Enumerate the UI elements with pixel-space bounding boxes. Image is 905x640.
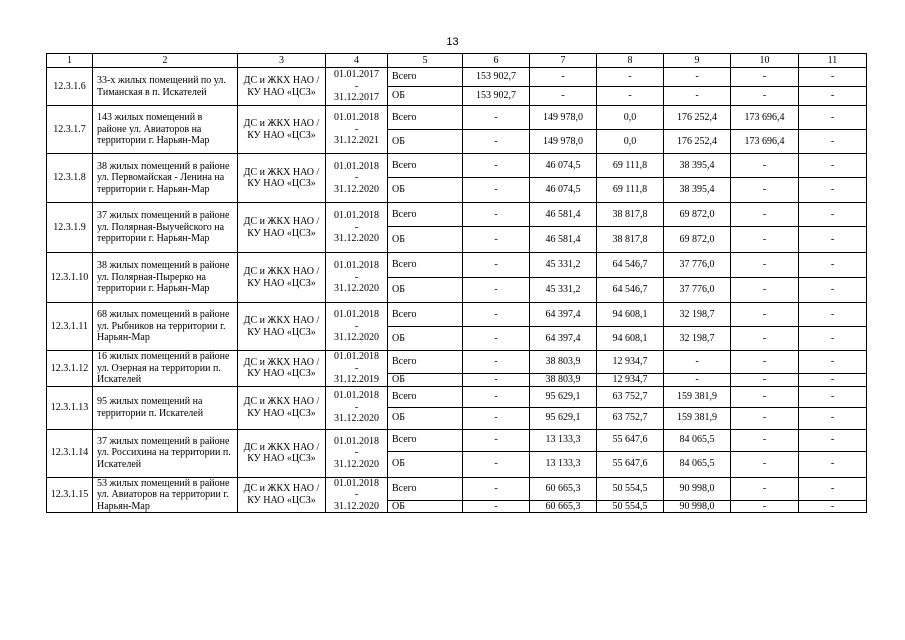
amount-col-8: 63 752,7 xyxy=(597,407,664,429)
column-header-6: 6 xyxy=(463,54,530,68)
amount-col-7: 149 978,0 xyxy=(530,130,597,154)
column-header-8: 8 xyxy=(597,54,664,68)
amount-col-6: - xyxy=(463,500,530,513)
amount-col-9: 32 198,7 xyxy=(664,327,731,351)
funding-source: ОБ xyxy=(388,327,463,351)
table-row xyxy=(47,386,867,407)
executor: ДС и ЖКХ НАО / КУ НАО «ЦСЗ» xyxy=(238,429,326,477)
amount-col-6: - xyxy=(463,130,530,154)
row-number: 12.3.1.12 xyxy=(47,351,93,387)
amount-col-11: - xyxy=(799,227,867,253)
column-header-3: 3 xyxy=(238,54,326,68)
amount-col-8: 0,0 xyxy=(597,106,664,130)
funding-source: Всего xyxy=(388,429,463,451)
table-row xyxy=(47,154,867,178)
object-name: 37 жилых помещений в районе ул. Полярная-Выучейского на территории г. Нарьян-Мар xyxy=(93,203,238,253)
table-row xyxy=(47,203,867,227)
column-header-2: 2 xyxy=(93,54,238,68)
amount-col-6: - xyxy=(463,278,530,303)
amount-col-11: - xyxy=(799,154,867,178)
funding-source: Всего xyxy=(388,203,463,227)
amount-col-6: - xyxy=(463,203,530,227)
row-number: 12.3.1.6 xyxy=(47,68,93,106)
amount-col-8: 94 608,1 xyxy=(597,303,664,327)
amount-col-6: - xyxy=(463,451,530,477)
funding-source: ОБ xyxy=(388,87,463,106)
executor: ДС и ЖКХ НАО / КУ НАО «ЦСЗ» xyxy=(238,351,326,387)
funding-source: ОБ xyxy=(388,178,463,203)
amount-col-9: - xyxy=(664,87,731,106)
date-end: 31.12.2020 xyxy=(334,233,379,245)
executor: ДС и ЖКХ НАО / КУ НАО «ЦСЗ» xyxy=(238,106,326,154)
date-range xyxy=(326,203,388,253)
date-sep: - xyxy=(354,221,359,233)
table-row xyxy=(47,253,867,278)
amount-col-11: - xyxy=(799,373,867,386)
date-start: 01.01.2018 xyxy=(334,477,379,489)
amount-col-8: 50 554,5 xyxy=(597,500,664,513)
date-sep: - xyxy=(354,320,359,332)
amount-col-11: - xyxy=(799,203,867,227)
date-range xyxy=(326,303,388,351)
amount-col-9: - xyxy=(664,68,731,87)
amount-col-6: 153 902,7 xyxy=(463,68,530,87)
amount-col-6: - xyxy=(463,303,530,327)
row-number: 12.3.1.14 xyxy=(47,429,93,477)
funding-source: ОБ xyxy=(388,227,463,253)
amount-col-8: 63 752,7 xyxy=(597,386,664,407)
amount-col-8: 55 647,6 xyxy=(597,451,664,477)
date-range xyxy=(326,386,388,429)
amount-col-6: - xyxy=(463,253,530,278)
date-start: 01.01.2018 xyxy=(334,112,379,124)
date-start: 01.01.2018 xyxy=(334,210,379,222)
date-sep: - xyxy=(354,172,359,184)
date-range xyxy=(326,477,388,513)
amount-col-7: 46 074,5 xyxy=(530,154,597,178)
amount-col-7: 64 397,4 xyxy=(530,327,597,351)
amount-col-11: - xyxy=(799,68,867,87)
amount-col-8: 64 546,7 xyxy=(597,253,664,278)
amount-col-7: - xyxy=(530,68,597,87)
amount-col-9: 176 252,4 xyxy=(664,130,731,154)
amount-col-8: 38 817,8 xyxy=(597,227,664,253)
amount-col-9: 90 998,0 xyxy=(664,500,731,513)
amount-col-6: - xyxy=(463,106,530,130)
amount-col-8: - xyxy=(597,68,664,87)
funding-source: Всего xyxy=(388,303,463,327)
executor: ДС и ЖКХ НАО / КУ НАО «ЦСЗ» xyxy=(238,477,326,513)
amount-col-9: 84 065,5 xyxy=(664,429,731,451)
column-header-11: 11 xyxy=(799,54,867,68)
date-sep: - xyxy=(354,271,359,283)
column-header-1: 1 xyxy=(47,54,93,68)
amount-col-10: - xyxy=(731,477,799,500)
amount-col-7: 13 133,3 xyxy=(530,451,597,477)
amount-col-6: 153 902,7 xyxy=(463,87,530,106)
amount-col-10: 173 696,4 xyxy=(731,130,799,154)
amount-col-7: 95 629,1 xyxy=(530,386,597,407)
date-sep: - xyxy=(354,362,359,374)
amount-col-8: 94 608,1 xyxy=(597,327,664,351)
amount-col-7: 45 331,2 xyxy=(530,253,597,278)
amount-col-10: - xyxy=(731,203,799,227)
funding-source: Всего xyxy=(388,386,463,407)
program-table xyxy=(46,53,867,513)
column-header-10: 10 xyxy=(731,54,799,68)
amount-col-10: - xyxy=(731,303,799,327)
amount-col-11: - xyxy=(799,278,867,303)
date-sep: - xyxy=(354,80,359,92)
amount-col-11: - xyxy=(799,451,867,477)
date-range xyxy=(326,106,388,154)
amount-col-11: - xyxy=(799,130,867,154)
row-number: 12.3.1.8 xyxy=(47,154,93,203)
amount-col-10: - xyxy=(731,351,799,374)
row-number: 12.3.1.7 xyxy=(47,106,93,154)
date-start: 01.01.2018 xyxy=(334,435,379,447)
funding-source: ОБ xyxy=(388,500,463,513)
object-name: 53 жилых помещений в районе ул. Авиаторов на территории г. Нарьян-Мар xyxy=(93,477,238,513)
amount-col-9: - xyxy=(664,373,731,386)
column-header-9: 9 xyxy=(664,54,731,68)
date-start: 01.01.2018 xyxy=(334,260,379,272)
amount-col-8: 55 647,6 xyxy=(597,429,664,451)
amount-col-9: 84 065,5 xyxy=(664,451,731,477)
amount-col-7: 38 803,9 xyxy=(530,351,597,374)
amount-col-9: 159 381,9 xyxy=(664,407,731,429)
amount-col-6: - xyxy=(463,429,530,451)
amount-col-6: - xyxy=(463,351,530,374)
date-end: 31.12.2019 xyxy=(334,374,379,385)
amount-col-11: - xyxy=(799,477,867,500)
amount-col-9: 38 395,4 xyxy=(664,178,731,203)
amount-col-9: 176 252,4 xyxy=(664,106,731,130)
amount-col-11: - xyxy=(799,429,867,451)
object-name: 16 жилых помещений в районе ул. Озерная на территории п. Искателей xyxy=(93,351,238,387)
amount-col-9: 32 198,7 xyxy=(664,303,731,327)
column-header-7: 7 xyxy=(530,54,597,68)
amount-col-10: - xyxy=(731,227,799,253)
amount-col-7: 46 581,4 xyxy=(530,203,597,227)
amount-col-6: - xyxy=(463,178,530,203)
header-row xyxy=(47,54,867,68)
amount-col-9: 69 872,0 xyxy=(664,203,731,227)
amount-col-6: - xyxy=(463,407,530,429)
amount-col-8: 64 546,7 xyxy=(597,278,664,303)
amount-col-9: 69 872,0 xyxy=(664,227,731,253)
amount-col-8: 12 934,7 xyxy=(597,351,664,374)
executor: ДС и ЖКХ НАО / КУ НАО «ЦСЗ» xyxy=(238,253,326,303)
amount-col-7: 149 978,0 xyxy=(530,106,597,130)
funding-source: ОБ xyxy=(388,278,463,303)
amount-col-11: - xyxy=(799,178,867,203)
executor: ДС и ЖКХ НАО / КУ НАО «ЦСЗ» xyxy=(238,386,326,429)
amount-col-7: 64 397,4 xyxy=(530,303,597,327)
amount-col-11: - xyxy=(799,303,867,327)
amount-col-10: - xyxy=(731,253,799,278)
funding-source: ОБ xyxy=(388,373,463,386)
amount-col-11: - xyxy=(799,327,867,351)
date-sep: - xyxy=(354,123,359,135)
amount-col-9: - xyxy=(664,351,731,374)
table-row xyxy=(47,106,867,130)
date-end: 31.12.2020 xyxy=(334,283,379,295)
amount-col-10: - xyxy=(731,154,799,178)
funding-source: Всего xyxy=(388,68,463,87)
amount-col-9: 38 395,4 xyxy=(664,154,731,178)
amount-col-9: 37 776,0 xyxy=(664,253,731,278)
row-number: 12.3.1.10 xyxy=(47,253,93,303)
table-row xyxy=(47,429,867,451)
amount-col-7: 95 629,1 xyxy=(530,407,597,429)
amount-col-7: 60 665,3 xyxy=(530,500,597,513)
executor: ДС и ЖКХ НАО / КУ НАО «ЦСЗ» xyxy=(238,154,326,203)
date-end: 31.12.2020 xyxy=(334,413,379,425)
amount-col-11: - xyxy=(799,87,867,106)
amount-col-8: 38 817,8 xyxy=(597,203,664,227)
page-number: 13 xyxy=(446,36,459,48)
date-sep: - xyxy=(354,447,359,459)
date-range xyxy=(326,154,388,203)
amount-col-11: - xyxy=(799,253,867,278)
date-start: 01.01.2018 xyxy=(334,160,379,172)
date-end: 31.12.2021 xyxy=(334,135,379,147)
amount-col-11: - xyxy=(799,106,867,130)
amount-col-10: - xyxy=(731,178,799,203)
amount-col-7: 45 331,2 xyxy=(530,278,597,303)
amount-col-6: - xyxy=(463,327,530,351)
date-start: 01.01.2018 xyxy=(334,309,379,321)
amount-col-9: 37 776,0 xyxy=(664,278,731,303)
executor: ДС и ЖКХ НАО / КУ НАО «ЦСЗ» xyxy=(238,68,326,106)
date-end: 31.12.2017 xyxy=(334,92,379,104)
amount-col-11: - xyxy=(799,500,867,513)
amount-col-10: - xyxy=(731,278,799,303)
table-row xyxy=(47,351,867,374)
date-start: 01.01.2018 xyxy=(334,390,379,402)
executor: ДС и ЖКХ НАО / КУ НАО «ЦСЗ» xyxy=(238,303,326,351)
amount-col-10: - xyxy=(731,429,799,451)
amount-col-7: 38 803,9 xyxy=(530,373,597,386)
object-name: 33-х жилых помещений по ул. Тиманская в п. Искателей xyxy=(93,68,238,106)
amount-col-11: - xyxy=(799,351,867,374)
amount-col-10: - xyxy=(731,68,799,87)
amount-col-11: - xyxy=(799,407,867,429)
amount-col-10: - xyxy=(731,386,799,407)
object-name: 38 жилых помещений в районе ул. Полярная-Пырерко на территории г. Нарьян-Мар xyxy=(93,253,238,303)
amount-col-6: - xyxy=(463,227,530,253)
amount-col-10: - xyxy=(731,407,799,429)
amount-col-10: - xyxy=(731,500,799,513)
date-end: 31.12.2020 xyxy=(334,332,379,344)
amount-col-7: 46 581,4 xyxy=(530,227,597,253)
date-sep: - xyxy=(354,489,359,500)
funding-source: Всего xyxy=(388,106,463,130)
amount-col-7: 46 074,5 xyxy=(530,178,597,203)
row-number: 12.3.1.15 xyxy=(47,477,93,513)
row-number: 12.3.1.9 xyxy=(47,203,93,253)
amount-col-10: - xyxy=(731,87,799,106)
funding-source: Всего xyxy=(388,253,463,278)
amount-col-6: - xyxy=(463,373,530,386)
funding-source: Всего xyxy=(388,477,463,500)
amount-col-6: - xyxy=(463,154,530,178)
amount-col-10: - xyxy=(731,373,799,386)
column-header-5: 5 xyxy=(388,54,463,68)
amount-col-8: 50 554,5 xyxy=(597,477,664,500)
table-row xyxy=(47,303,867,327)
date-range xyxy=(326,429,388,477)
funding-source: ОБ xyxy=(388,130,463,154)
row-number: 12.3.1.11 xyxy=(47,303,93,351)
amount-col-10: - xyxy=(731,327,799,351)
date-range xyxy=(326,253,388,303)
amount-col-8: - xyxy=(597,87,664,106)
funding-source: Всего xyxy=(388,351,463,374)
date-end: 31.12.2020 xyxy=(334,183,379,195)
object-name: 37 жилых помещений в районе ул. Россихина на территории п. Искателей xyxy=(93,429,238,477)
amount-col-6: - xyxy=(463,386,530,407)
amount-col-10: - xyxy=(731,451,799,477)
amount-col-11: - xyxy=(799,386,867,407)
date-end: 31.12.2020 xyxy=(334,458,379,470)
amount-col-6: - xyxy=(463,477,530,500)
amount-col-8: 69 111,8 xyxy=(597,154,664,178)
amount-col-7: 13 133,3 xyxy=(530,429,597,451)
amount-col-8: 0,0 xyxy=(597,130,664,154)
date-start: 01.01.2018 xyxy=(334,351,379,362)
amount-col-10: 173 696,4 xyxy=(731,106,799,130)
date-range xyxy=(326,68,388,106)
object-name: 95 жилых помещений на территории п. Искателей xyxy=(93,386,238,429)
table-body xyxy=(47,68,867,513)
executor: ДС и ЖКХ НАО / КУ НАО «ЦСЗ» xyxy=(238,203,326,253)
object-name: 143 жилых помещений в районе ул. Авиаторов на территории г. Нарьян-Мар xyxy=(93,106,238,154)
date-end: 31.12.2020 xyxy=(334,500,379,512)
amount-col-7: - xyxy=(530,87,597,106)
funding-source: ОБ xyxy=(388,407,463,429)
table-row xyxy=(47,68,867,87)
column-header-4: 4 xyxy=(326,54,388,68)
amount-col-9: 159 381,9 xyxy=(664,386,731,407)
funding-source: Всего xyxy=(388,154,463,178)
amount-col-7: 60 665,3 xyxy=(530,477,597,500)
table-row xyxy=(47,477,867,500)
amount-col-8: 12 934,7 xyxy=(597,373,664,386)
object-name: 68 жилых помещений в районе ул. Рыбников на территории г. Нарьян-Мар xyxy=(93,303,238,351)
row-number: 12.3.1.13 xyxy=(47,386,93,429)
date-start: 01.01.2017 xyxy=(334,69,379,81)
object-name: 38 жилых помещений в районе ул. Первомайская - Ленина на территории г. Нарьян-Мар xyxy=(93,154,238,203)
funding-source: ОБ xyxy=(388,451,463,477)
amount-col-9: 90 998,0 xyxy=(664,477,731,500)
date-range xyxy=(326,351,388,387)
date-sep: - xyxy=(354,401,359,413)
amount-col-8: 69 111,8 xyxy=(597,178,664,203)
